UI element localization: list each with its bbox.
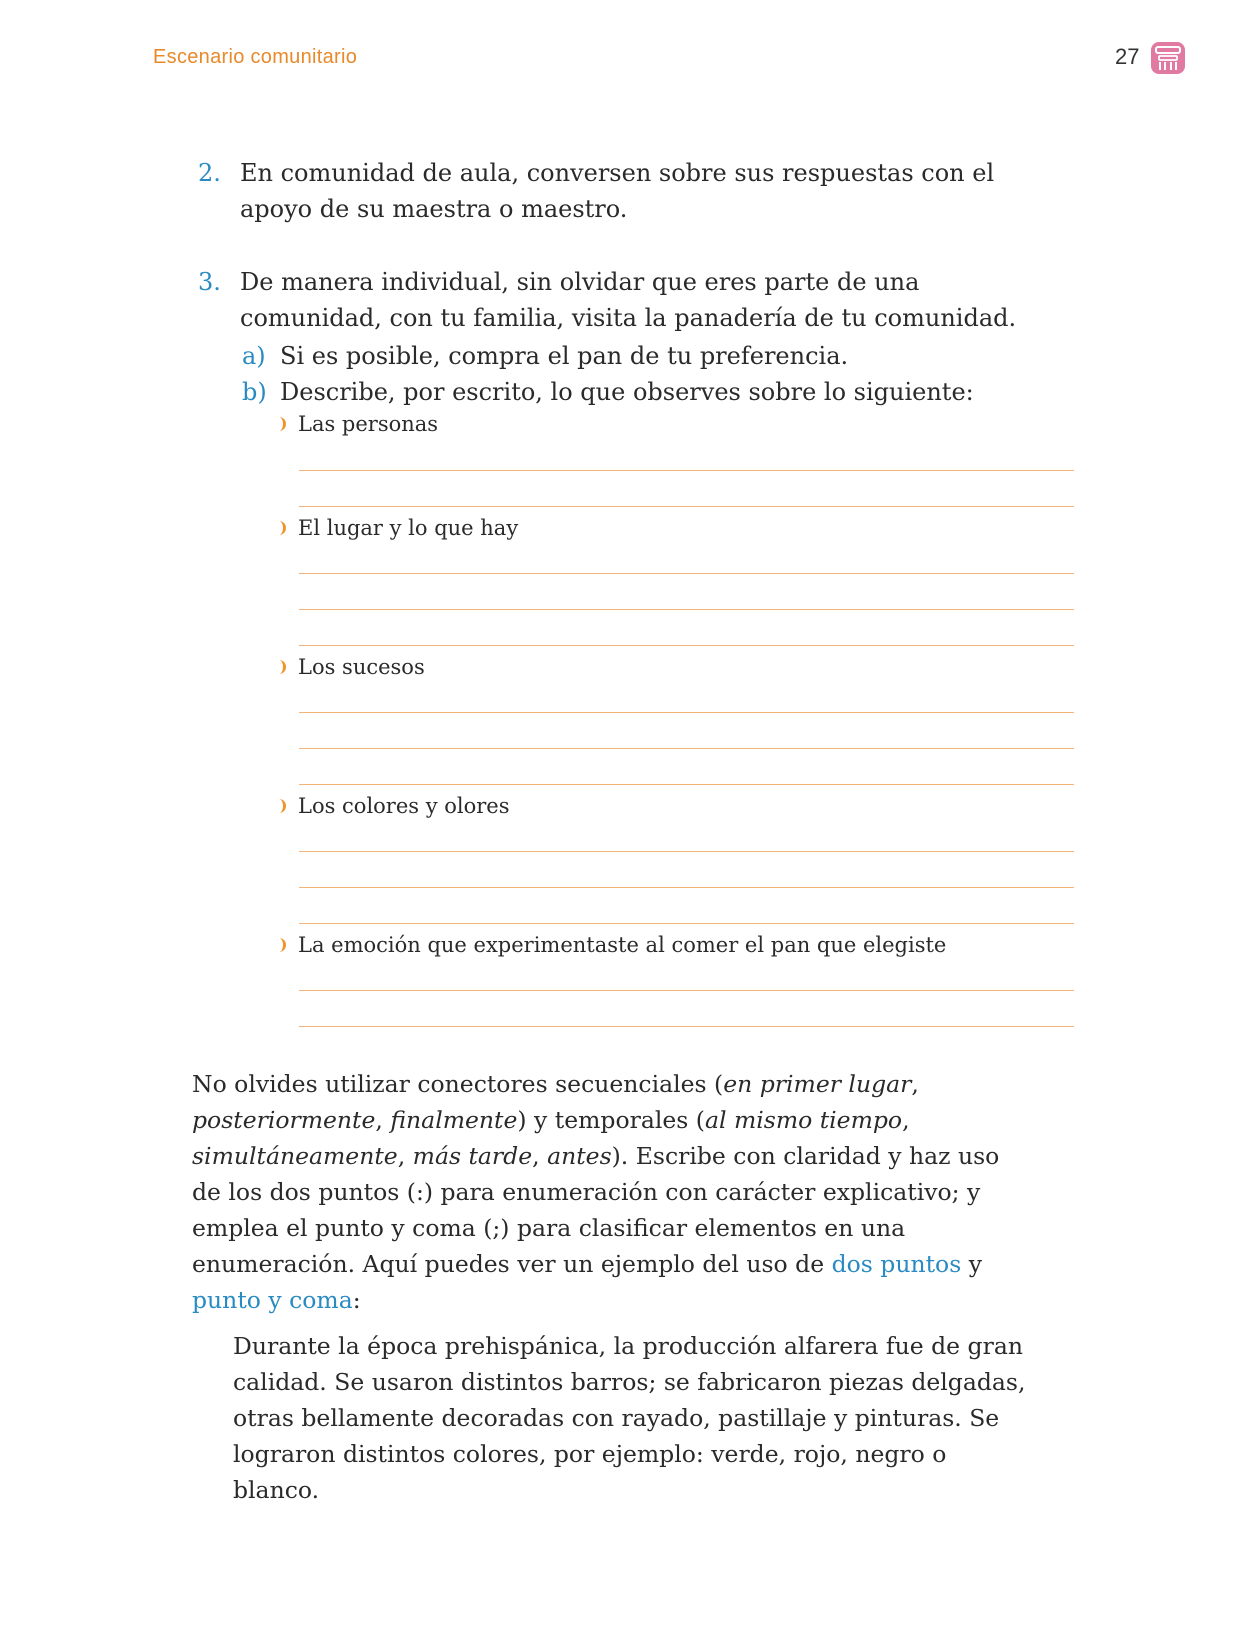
- writing-line[interactable]: [299, 748, 1074, 749]
- page-number: 27: [1115, 44, 1140, 69]
- paragraph-text: No olvides utilizar conectores secuenciales (: [192, 1070, 724, 1098]
- item-text: En comunidad de aula, conversen sobre sus respuestas con el apoyo de su maestra o maestro.: [240, 159, 995, 223]
- writing-line[interactable]: [299, 990, 1074, 991]
- writing-line[interactable]: [299, 851, 1074, 852]
- item-number: 3.: [198, 268, 221, 296]
- writing-line[interactable]: [299, 470, 1074, 471]
- writing-line[interactable]: [299, 887, 1074, 888]
- subitem-text: Describe, por escrito, lo que observes sobre lo siguiente:: [280, 378, 974, 406]
- bullet-label: La emoción que experimentaste al comer el pan que elegiste: [298, 933, 947, 957]
- connector-term: al mismo tiempo: [704, 1106, 903, 1134]
- example-paragraph: Durante la época prehispánica, la producción alfarera fue de gran calidad. Se usaron distintos barros; se fabricaron piezas delgadas, otras bellamente decoradas con rayado, pastillaje y pinturas. Se lograron distintos colores, por ejemplo: verde, rojo, negro o blanco.: [233, 1332, 1026, 1504]
- paragraph-text: ,: [397, 1142, 413, 1170]
- connector-term: más tarde: [412, 1142, 533, 1170]
- connector-term: posteriormente: [192, 1106, 376, 1134]
- connector-term: antes: [547, 1142, 612, 1170]
- bullet-label: Los sucesos: [298, 655, 425, 679]
- writing-line[interactable]: [299, 506, 1074, 507]
- glossary-term-punto-y-coma[interactable]: punto y coma: [192, 1286, 353, 1314]
- writing-line[interactable]: [299, 645, 1074, 646]
- bullet-label: El lugar y lo que hay: [298, 516, 519, 540]
- section-title: Escenario comunitario: [153, 46, 358, 68]
- bullet-icon: [278, 938, 286, 952]
- writing-line[interactable]: [299, 712, 1074, 713]
- bullet-icon: [278, 521, 286, 535]
- writing-line[interactable]: [299, 784, 1074, 785]
- bullet-emocion: [278, 930, 946, 960]
- item-text: De manera individual, sin olvidar que eres parte de una comunidad, con tu familia, visita la panadería de tu comunidad.: [240, 268, 1017, 332]
- bullet-icon: [278, 417, 286, 431]
- paragraph-text: ,: [902, 1106, 910, 1134]
- glossary-term-dos-puntos[interactable]: dos puntos: [831, 1250, 962, 1278]
- subitem-text: Si es posible, compra el pan de tu preferencia.: [280, 342, 849, 370]
- paragraph-text: :: [352, 1286, 361, 1314]
- writing-line[interactable]: [299, 573, 1074, 574]
- bullet-icon: [278, 660, 286, 674]
- item-number: 2.: [198, 159, 221, 187]
- subitem-label: b): [242, 378, 267, 406]
- paragraph-text: ,: [911, 1070, 919, 1098]
- paragraph-text: ). Escribe con claridad y haz uso de los dos puntos (:) para enumeración con carácter explicativo; y emplea el punto y coma (;) para clasificar elementos en una enumeración. Aquí puedes ver un ejemplo del uso de: [192, 1142, 1000, 1278]
- writing-line[interactable]: [299, 609, 1074, 610]
- paragraph-text: ,: [375, 1106, 391, 1134]
- bullet-icon: [278, 799, 286, 813]
- bullet-sucesos: [278, 652, 425, 682]
- subitem-label: a): [242, 342, 266, 370]
- connector-term: en primer lugar: [723, 1070, 912, 1098]
- connector-term: simultáneamente: [192, 1142, 398, 1170]
- writing-line[interactable]: [299, 923, 1074, 924]
- writing-line[interactable]: [299, 1026, 1074, 1027]
- bullet-colores: [278, 791, 510, 821]
- paragraph-text: ,: [532, 1142, 548, 1170]
- glyph-icon: [1150, 40, 1186, 76]
- bullet-label: Los colores y olores: [298, 794, 510, 818]
- bullet-personas: [278, 409, 438, 439]
- bullet-label: Las personas: [298, 412, 439, 436]
- paragraph-text: y: [961, 1250, 983, 1278]
- bullet-lugar: [278, 513, 518, 543]
- connector-term: finalmente: [390, 1106, 518, 1134]
- instruction-paragraph: [192, 1066, 1012, 1318]
- paragraph-text: ) y temporales (: [517, 1106, 705, 1134]
